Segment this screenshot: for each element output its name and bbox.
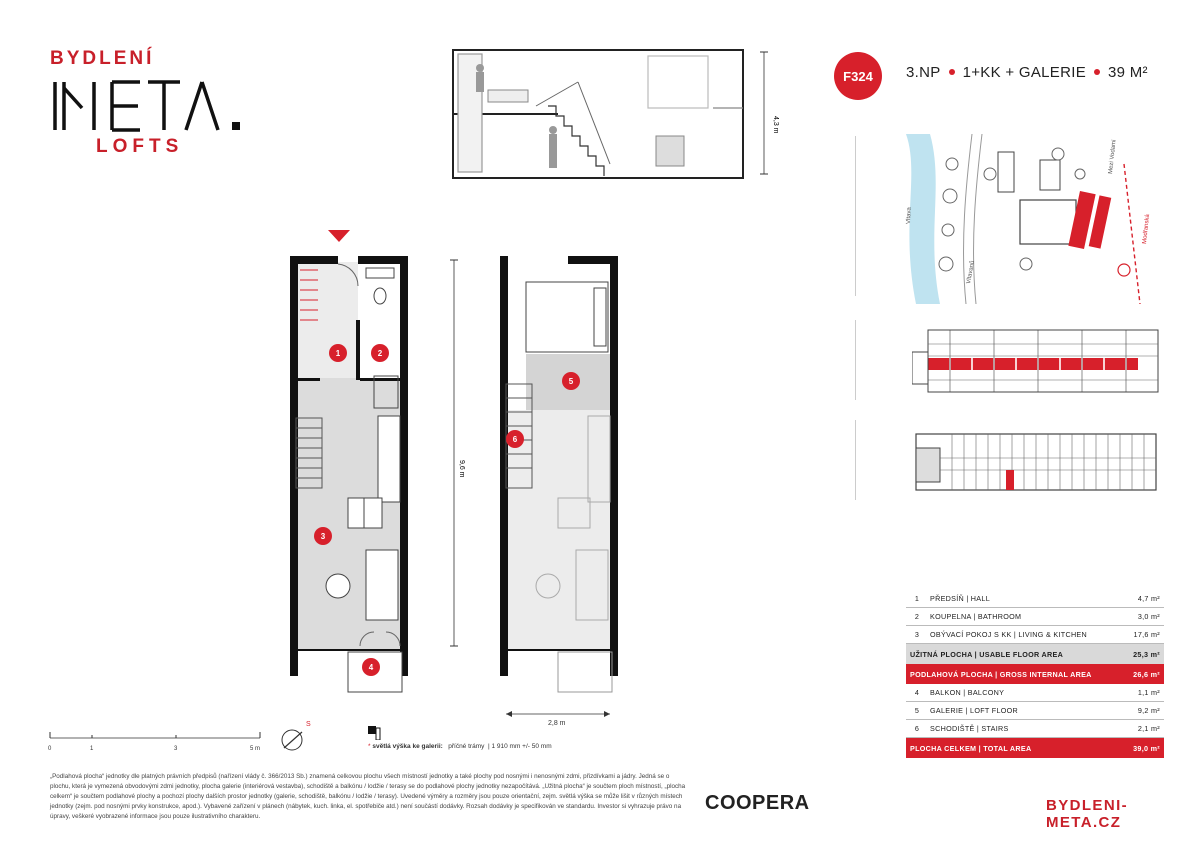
gross-area-value: 26,6 m² <box>1133 669 1160 679</box>
section-height-label: 4,3 m <box>772 116 779 134</box>
meta-logo <box>50 78 250 134</box>
compass-label: S <box>306 721 311 728</box>
scale-tick-3: 3 <box>174 746 178 752</box>
unit-layout: 1+KK + GALERIE <box>962 64 1086 81</box>
divider-line <box>855 420 856 500</box>
separator-dot <box>949 69 955 75</box>
room-marker-6: 6 <box>506 430 524 448</box>
scale-tick-5: 5 m <box>250 746 261 752</box>
total-area-value: 39,0 m² <box>1133 743 1160 753</box>
divider-line <box>855 136 856 296</box>
map-street-vltavanu: Vltavanů <box>966 260 977 285</box>
footnote-text: „Podlahová plocha“ jednotky dle platných právních předpisů (nařízení vlády č. 366/2013 Sb.) znamená celkovou plochu všech místností jednotky a také plochy pod nosnými i nenosnými zdmi, přizdívkami a jádry. Jedná se o plochu, která je vymezená obvodovými zdmi jednotky, plocha galerie (interiérová vestavba), schodiště a balkónu / lodžie / terasy se do podlahové plochy jednotky nezapočítává. „Užitná plocha“ je součtem ploch místností, „plocha celkem“ je součtem podlahové plochy a pochozí plochy dalších prostor jednotky (galerie, schodiště, balkónu / lodžie / terasy). Uvedené výměry a rozměry jsou pouze orientační, zejm. světlá výška se může lišit v různých místech jednotky (zejm. pod nosnými prvky konstrukce, apod.). Vybavené zařízení v plánech (nábytek, kuch. linka, el. spotřebiče atd.) není součástí dodávky. Rozsah dodávky je specifikován ve standardu. Investor si vyhrazuje právo na úpravy, veškeré vyobrazené informace jsou pouze ilustrativního charakteru. <box>50 773 686 820</box>
room-marker-1: 1 <box>329 344 347 362</box>
room-marker-4: 4 <box>362 658 380 676</box>
total-area-row <box>906 738 1164 758</box>
area-table <box>906 590 1164 758</box>
area-row-value: 3,0 m² <box>1137 612 1160 621</box>
legend-symbol-icon <box>368 726 382 740</box>
building-elevation <box>912 322 1162 400</box>
area-row-label: KOUPELNA | BATHROOM <box>930 612 1022 621</box>
unit-headline <box>906 64 1148 81</box>
area-row-num: 3 <box>914 630 920 639</box>
map-river-label: Vltava <box>906 207 913 225</box>
entry-arrow-icon <box>328 230 350 244</box>
area-row <box>906 720 1164 738</box>
scale-tick-0: 0 <box>48 746 52 752</box>
area-row-num: 5 <box>914 706 920 715</box>
area-row-value: 4,7 m² <box>1137 594 1160 603</box>
partner-logo: COOPERA <box>705 792 810 814</box>
usable-area-row <box>906 644 1164 664</box>
area-row-num: 6 <box>914 724 920 733</box>
site-map <box>890 134 1170 304</box>
area-row-num: 2 <box>914 612 920 621</box>
gross-area-label: PODLAHOVÁ PLOCHA | GROSS INTERNAL AREA <box>910 669 1092 679</box>
room-marker-5: 5 <box>562 372 580 390</box>
scale-bar <box>48 718 348 758</box>
map-street-modranska: Modřanská <box>1142 214 1152 245</box>
area-row <box>906 608 1164 626</box>
section-drawing <box>448 46 788 181</box>
area-row <box>906 590 1164 608</box>
floor-plan-ground <box>280 250 480 710</box>
floor-plan-gallery <box>490 250 630 730</box>
total-area-label: PLOCHA CELKEM | TOTAL AREA <box>910 743 1032 753</box>
brand-top-word: BYDLENÍ <box>50 48 155 69</box>
area-row-value: 17,6 m² <box>1133 630 1160 639</box>
area-row <box>906 684 1164 702</box>
area-row <box>906 702 1164 720</box>
unit-code-badge: F324 <box>834 52 882 100</box>
unit-floor: 3.NP <box>906 64 941 81</box>
area-row <box>906 626 1164 644</box>
area-row-num: 1 <box>914 594 920 603</box>
area-row-value: 2,1 m² <box>1137 724 1160 733</box>
map-street-mezi-vodami: Mezi Vodami <box>1108 139 1118 175</box>
scale-tick-1: 1 <box>90 746 94 752</box>
plan-height-label: 9,6 m <box>458 460 465 478</box>
usable-area-label: UŽITNÁ PLOCHA | USABLE FLOOR AREA <box>910 649 1064 659</box>
gross-area-row <box>906 664 1164 684</box>
area-row-label: OBÝVACÍ POKOJ S KK | LIVING & KITCHEN <box>930 630 1088 639</box>
legend-beams: příčné trámy <box>448 743 485 750</box>
usable-area-value: 25,3 m² <box>1133 649 1160 659</box>
area-row-label: BALKON | BALCONY <box>930 688 1005 697</box>
area-row-label: SCHODIŠTĚ | STAIRS <box>930 724 1009 733</box>
area-row-value: 9,2 m² <box>1137 706 1160 715</box>
area-row-num: 4 <box>914 688 920 697</box>
building-floor-mini <box>912 428 1162 498</box>
area-row-label: GALERIE | LOFT FLOOR <box>930 706 1019 715</box>
brand-bottom-word: LOFTS <box>96 136 184 157</box>
unit-size: 39 M² <box>1108 64 1148 81</box>
website-link[interactable]: BYDLENI-META.CZ <box>1046 797 1129 831</box>
plan-width-label: 2,8 m <box>548 720 566 727</box>
room-marker-3: 3 <box>314 527 332 545</box>
separator-dot <box>1094 69 1100 75</box>
area-row-label: PŘEDSÍŇ | HALL <box>930 594 990 603</box>
room-marker-2: 2 <box>371 344 389 362</box>
divider-line <box>855 320 856 400</box>
area-row-value: 1,1 m² <box>1137 688 1160 697</box>
legend-clear-height: * světlá výška ke galerii: příčné trámy | 1 910 mm +/- 50 mm <box>368 743 552 750</box>
legend-value: 1 910 mm +/- 50 mm <box>491 743 552 750</box>
legend-prefix: světlá výška ke galerii: <box>372 743 443 750</box>
